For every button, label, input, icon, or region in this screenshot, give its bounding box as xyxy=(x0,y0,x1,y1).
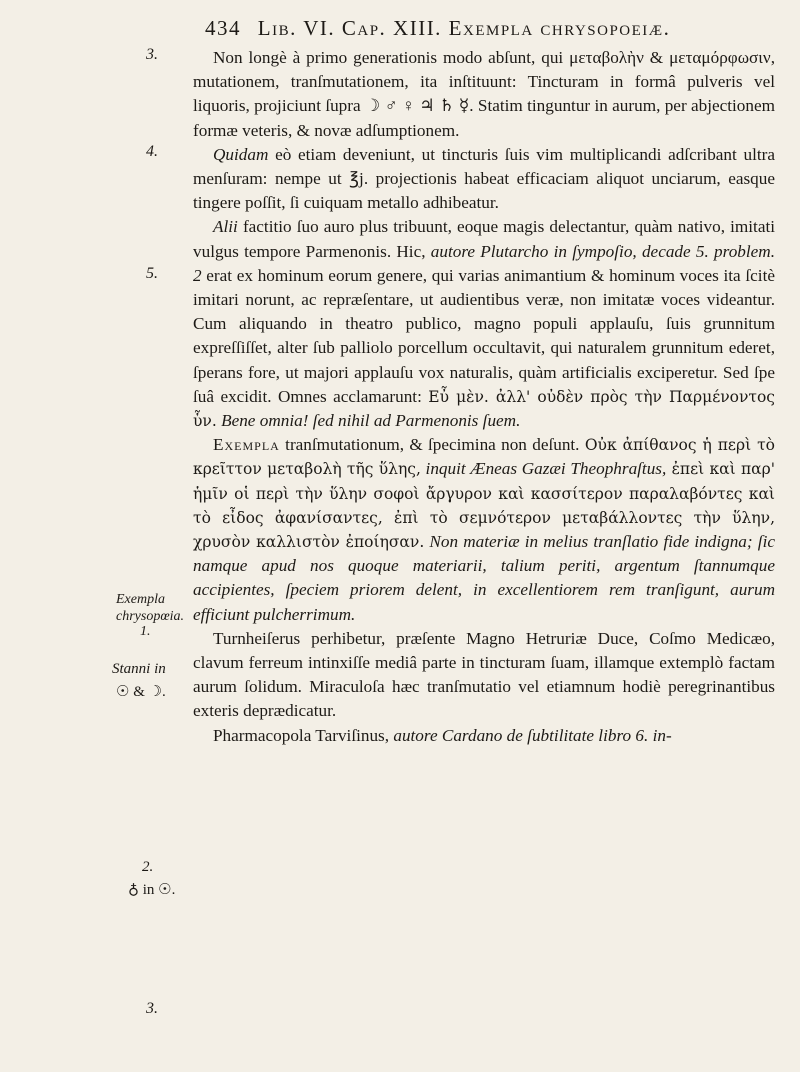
latin-translation: Non materiæ in melius tranſlatio fide indigna; ſic namque apud nos quoque materiarii, talium periti, argentum ſtannumque accipientes, ſpeciem priorem delent, in excellentiorem rem tranſigunt, aurum efficiunt pulcherrimum. xyxy=(193,532,775,624)
paragraph-text: eò etiam deveniunt, ut tincturis ſuis vim multiplicandi adſcribant ultra menſuram: nempe ut ℥j. projectionis habeat efficaciam aliquot unciarum, easque tingere poſſit, ſi cuiquam metallo adhibeatur. xyxy=(193,144,775,213)
margin-gloss-2 xyxy=(128,856,175,902)
margin-gloss-stanni xyxy=(112,658,166,704)
paragraph-text: tranſmutationum, & ſpecimina non deſunt. xyxy=(279,435,585,455)
margin-number-4: 4. xyxy=(146,143,158,160)
gloss-line: 2. xyxy=(142,859,154,875)
margin-gloss-exempla xyxy=(116,588,184,643)
paragraph-2 xyxy=(193,143,775,216)
lead-word: Exempla xyxy=(213,435,280,455)
running-title: Lib. VI. Cap. XIII. Exempla chrysopoeiæ. xyxy=(257,16,671,40)
margin-number-3: 3. xyxy=(146,46,158,63)
paragraph-text: inquit xyxy=(420,459,471,479)
page-number: 434 xyxy=(205,16,241,40)
greek-quote: Εὖ μὲν. ἀλλ' οὐδὲν πρὸς τὴν Παρμένοντος ὗν. xyxy=(193,387,775,431)
author-citation: Æneas Gazæi Theophraſtus, xyxy=(470,459,667,479)
paragraph-4 xyxy=(193,433,775,627)
gloss-line: ☉ & ☽. xyxy=(116,684,166,700)
gloss-line: chrysopœia. xyxy=(116,609,185,624)
main-text xyxy=(193,46,775,748)
citation: autore Cardano de ſubtilitate libro 6. in- xyxy=(393,725,672,745)
gloss-line: ♁ in ☉. xyxy=(128,882,176,898)
paragraph-1: Non longè à primo generationis modo abſunt, qui μεταβολὴν & μεταμόρφωσιν, mutationem, tranſmutationem, ita inſtituunt: Tincturam in formâ pulveris vel liquoris, projiciunt ſupra ☽ ♂ ♀ ♃ ♄ ☿. Statim tinguntur in aurum, per abjectionem formæ veteris, & novæ adſumptionem. xyxy=(193,48,775,140)
paragraph-6 xyxy=(193,724,775,748)
gloss-line: 1. xyxy=(140,624,151,639)
paragraph-text: erat ex hominum eorum genere, qui varias animantium & hominum voces ita ſcitè imitari norunt, ac repræſentare, ut audientibus veræ, non imitatæ voces videantur. Cum aliquando in theatro publico, magno populi applauſu, ſuis grunnitum expreſſiſſet, alter ſub palliolo porcellum occultavit, qui naturalem grunnitum ederet, ſperans fore, ut majori applauſu vox naturalis, quàm artificialis exciperetur. Sed ſpe ſuâ excidit. Omnes acclamarunt: xyxy=(193,265,775,406)
greek-quote: Οὐκ ἀπίθανος ἡ περὶ τὸ κρεῖττον μεταβολὴ τῆς ὕλης, xyxy=(193,436,775,479)
latin-translation: Bene omnia! ſed nihil ad Parmenonis ſuem. xyxy=(216,411,521,431)
paragraph-3 xyxy=(193,215,775,433)
gloss-line: Exempla xyxy=(116,592,165,607)
lead-word: Alii xyxy=(213,217,238,237)
greek-quote: ἐπεὶ καὶ παρ' ἡμῖν οἱ περὶ τὴν ὕλην σοφοὶ ἄργυρον καὶ κασσίτερον παραλαβόντες καὶ τὸ εἶδος ἀφανίσαντες, ἐπὶ τὸ σεμνότερον μεταβάλλοντες τὴν ὕλην, χρυσὸν καλλιστὸν ἐποίησαν. xyxy=(193,460,776,552)
paragraph-5: Turnheiſerus perhibetur, præſente Magno Hetruriæ Duce, Coſmo Medicæo, clavum ferreum intinxiſſe mediâ parte in tincturam ſuam, illamque extemplò factam aurum ſolidum. Miraculoſa hæc tranſmutatio vel etiamnum hodiè peregrinantibus exteris deprædicatur. xyxy=(193,628,775,721)
lead-word: Quidam xyxy=(213,144,269,164)
running-header xyxy=(205,16,765,41)
citation: autore Plutarcho in ſympoſio, decade 5. problem. 2 xyxy=(193,241,775,285)
margin-number-5: 5. xyxy=(146,265,158,282)
paragraph-text: Pharmacopola Tarviſinus, xyxy=(213,725,394,745)
margin-number-3b: 3. xyxy=(146,1000,158,1017)
gloss-line: Stanni in xyxy=(112,661,166,677)
paragraph-text: factitio ſuo auro plus tribuunt, eoque magis delectantur, quàm nativo, imitati vulgus tempore Parmenonis. Hic, xyxy=(193,217,775,261)
